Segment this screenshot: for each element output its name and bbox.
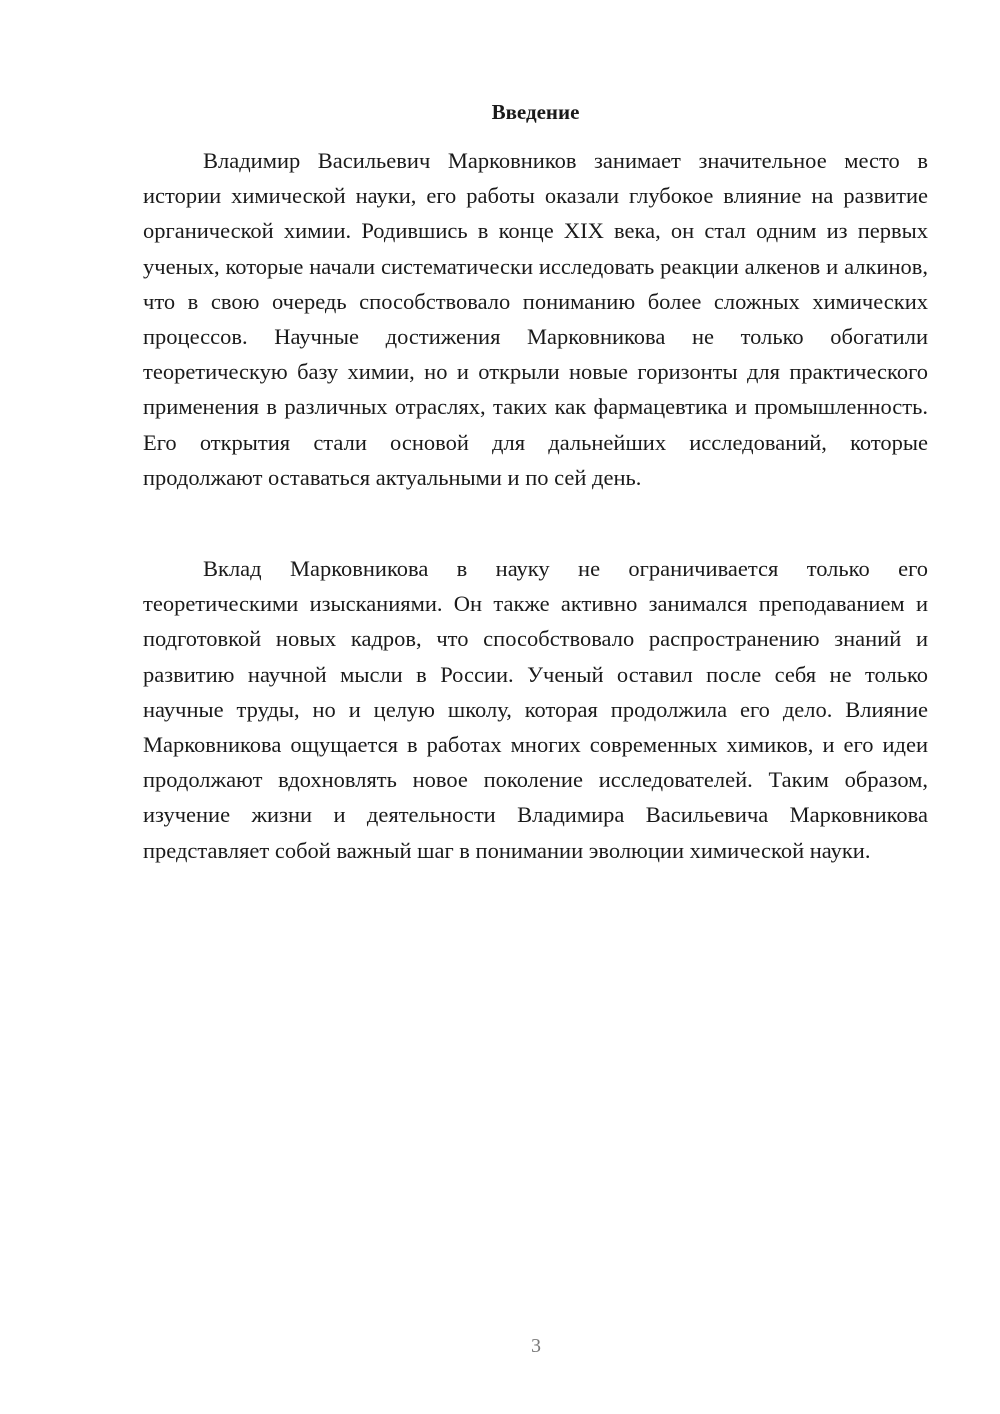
page-number: 3 (531, 1335, 541, 1357)
paragraph-1: Владимир Васильевич Марковников занимает значительное место в истории химической науки, его работы оказали глубокое влияние на развитие органической химии. Родившись в конце XIX века, он стал одним из первых ученых, которые начали систематически исследовать реакции алкенов и алкинов, что в свою очередь способствовало пониманию более сложных химических процессов. Научные достижения Марковникова не только обогатили теоретическую базу химии, но и открыли новые горизонты для практического применения в различных отраслях, таких как фармацевтика и промышленность. Его открытия стали основой для дальнейших исследований, которые продолжают оставаться актуальными и по сей день. (143, 148, 928, 490)
section-heading: Введение (491, 100, 580, 124)
paragraph-2: Вклад Марковникова в науку не ограничивается только его теоретическими изысканиями. Он также активно занимался преподаванием и подготовкой новых кадров, что способствовало распространению знаний и развитию научной мысли в России. Ученый оставил после себя не только научные труды, но и целую школу, которая продолжила его дело. Влияние Марковникова ощущается в работах многих современных химиков, и его идеи продолжают вдохновлять новое поколение исследователей. Таким образом, изучение жизни и деятельности Владимира Васильевича Марковникова представляет собой важный шаг в понимании эволюции химической науки. (143, 556, 928, 863)
